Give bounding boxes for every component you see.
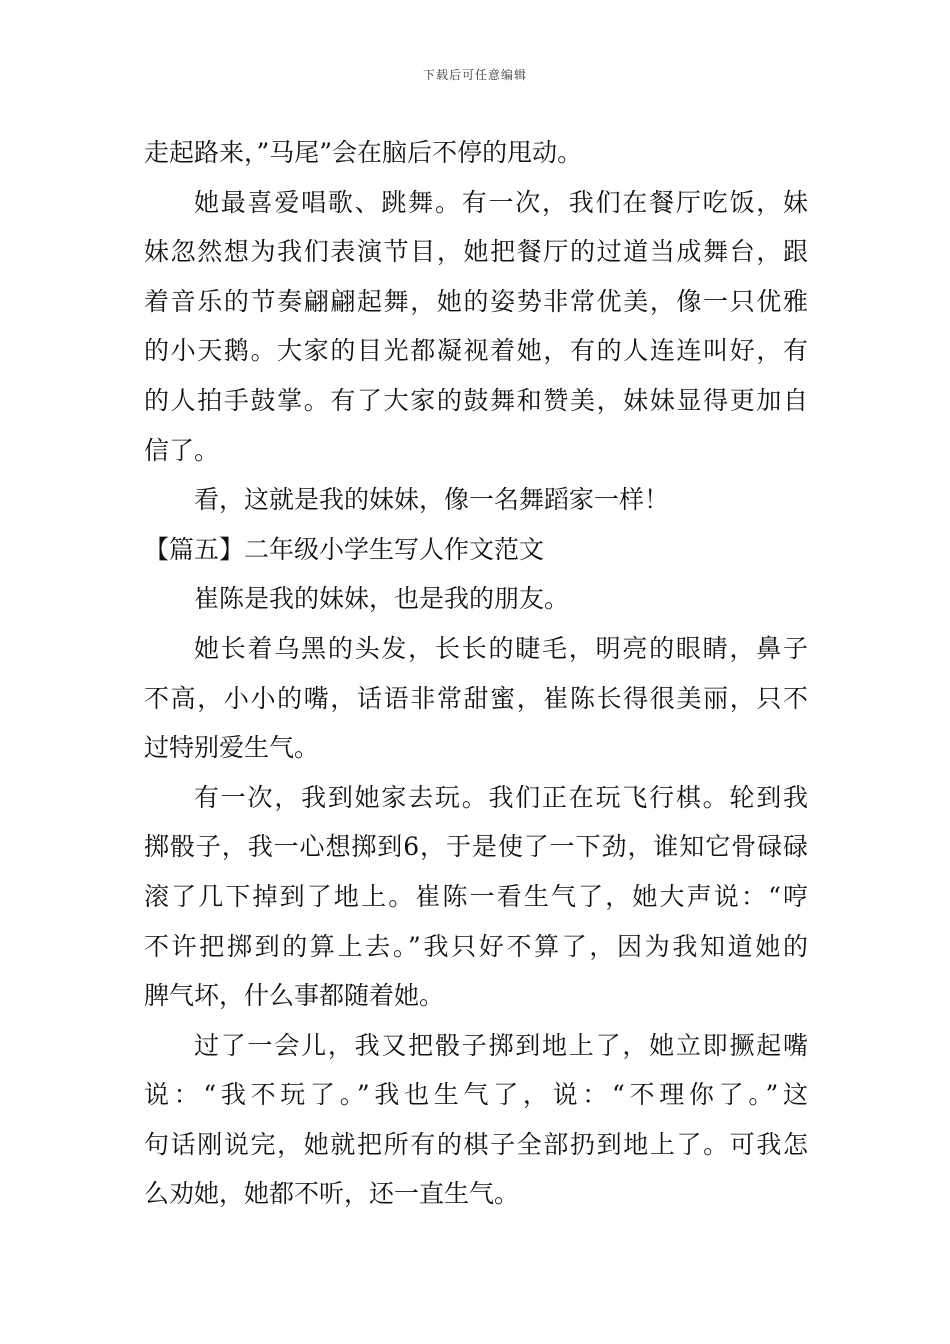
document-body: [144, 128, 808, 1219]
text-line: 着音乐的节奏翩翩起舞，她的姿势非常优美，像一只优雅: [144, 286, 808, 316]
text-line: 不高，小小的嘴，话语非常甜蜜，崔陈长得很美丽，只不: [144, 683, 808, 713]
text-line: 妹忽然想为我们表演节目，她把餐厅的过道当成舞台，跟: [144, 237, 808, 267]
text-line: 崔陈是我的妹妹，也是我的朋友。: [194, 584, 570, 614]
text-line: 掷骰子，我一心想掷到6，于是使了一下劲，谁知它骨碌碌: [144, 832, 808, 862]
text-line: 说：“我不玩了。”我也生气了，说：“不理你了。”这: [144, 1080, 808, 1110]
text-line: 信了。: [144, 435, 220, 465]
text-line: 走起路来，”马尾”会在脑后不停的甩动。: [144, 138, 583, 167]
text-line: 过了一会儿，我又把骰子掷到地上了，她立即撅起嘴: [194, 1030, 808, 1060]
text-line: 不许把掷到的算上去。”我只好不算了，因为我知道她的: [144, 931, 808, 961]
section-heading: 【篇五】二年级小学生写人作文范文: [144, 534, 545, 564]
text-line: 她长着乌黑的头发，长长的睫毛，明亮的眼睛，鼻子: [194, 633, 808, 663]
page-header: 下载后可任意编辑: [422, 68, 527, 82]
text-line: 看，这就是我的妹妹，像一名舞蹈家一样！: [194, 485, 670, 515]
text-line: 的人拍手鼓掌。有了大家的鼓舞和赞美，妹妹显得更加自: [144, 385, 808, 415]
text-line: 的小天鹅。大家的目光都凝视着她，有的人连连叫好，有: [144, 336, 808, 366]
text-line: 她最喜爱唱歌、跳舞。有一次，我们在餐厅吃饭，妹: [194, 187, 808, 217]
text-line: 滚了几下掉到了地上。崔陈一看生气了，她大声说：“哼: [144, 881, 808, 911]
text-line: 脾气坏，什么事都随着她。: [144, 981, 445, 1011]
text-line: 么劝她，她都不听，还一直生气。: [144, 1179, 520, 1209]
text-line: 过特别爱生气。: [144, 733, 320, 763]
text-line: 有一次，我到她家去玩。我们正在玩飞行棋。轮到我: [194, 782, 808, 812]
text-line: 句话刚说完，她就把所有的棋子全部扔到地上了。可我怎: [144, 1129, 808, 1159]
